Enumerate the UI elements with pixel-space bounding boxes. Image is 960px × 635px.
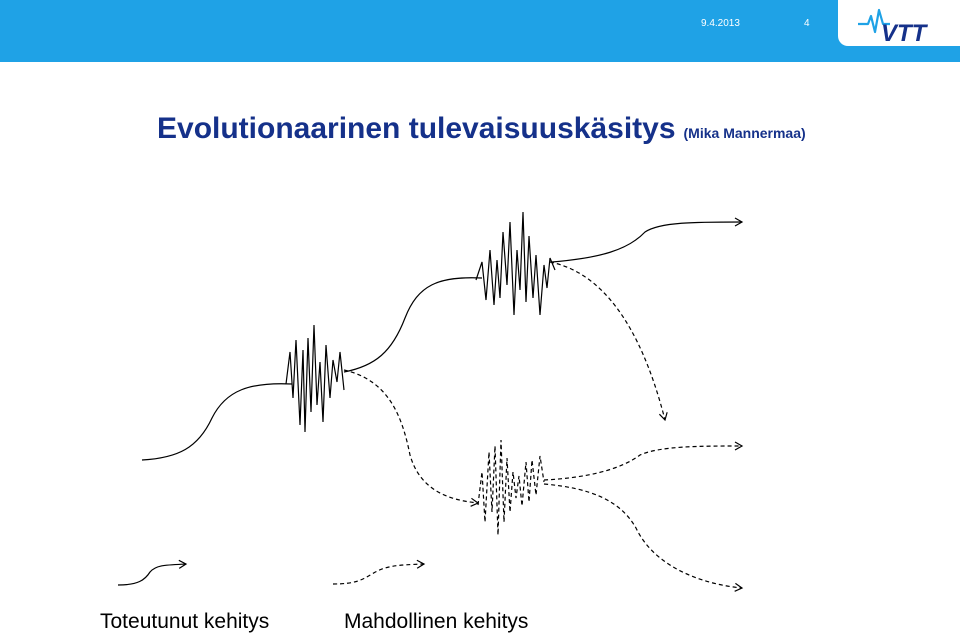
bifurcation-chaos-1 (286, 325, 344, 432)
realized-path-3 (552, 222, 742, 262)
legend-realized-label: Toteutunut kehitys (100, 610, 270, 633)
logo-text: VTT (881, 20, 927, 44)
legend-possible-label: Mahdollinen kehitys (344, 610, 529, 633)
header-date: 9.4.2013 (701, 18, 740, 29)
legend-realized-sample (118, 564, 186, 585)
page-number: 4 (804, 18, 810, 29)
possible-path-1 (550, 262, 665, 420)
possible-chaos (478, 440, 544, 535)
possible-path-2 (344, 370, 478, 503)
legend-possible-sample (333, 564, 424, 584)
title-main: Evolutionaarinen tulevaisuuskäsitys (157, 112, 676, 145)
bifurcation-chaos-2 (476, 212, 555, 315)
realized-path-1 (142, 384, 292, 460)
possible-path-4 (544, 484, 742, 588)
title-subtitle: (Mika Mannermaa) (683, 125, 806, 141)
realized-path-2 (344, 278, 482, 372)
possible-path-3 (544, 446, 742, 480)
